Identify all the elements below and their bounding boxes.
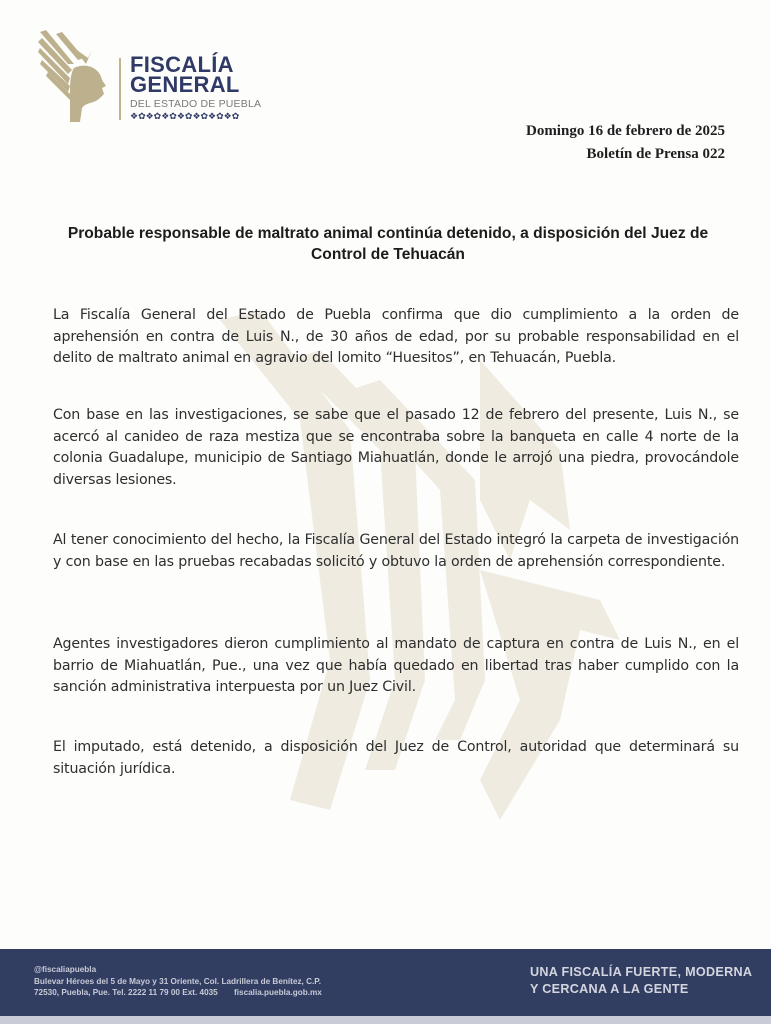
bulletin-number: Boletín de Prensa 022 [586, 146, 725, 162]
logo-divider [119, 58, 121, 120]
paragraph-3: Al tener conocimiento del hecho, la Fiscalía General del Estado integró la carpeta de investigación y con base en las pruebas recabadas solicitó y obtuvo la orden de aprehensión correspondiente. [53, 532, 739, 570]
footer-slogan [530, 964, 752, 998]
bulletin-meta [526, 120, 725, 166]
footer-bottom-edge [0, 1016, 771, 1024]
slogan-line-1: UNA FISCALÍA FUERTE, MODERNA [530, 965, 753, 979]
article-title: Probable responsable de maltrato animal continúa detenido, a disposición del Juez de Control de Tehuacán [67, 225, 709, 263]
bulletin-date: Domingo 16 de febrero de 2025 [525, 123, 725, 139]
paragraph-1: La Fiscalía General del Estado de Puebla confirma que dio cumplimiento a la orden de aprehensión en contra de Luis N., de 30 años de edad, por su probable responsabilidad en el delito de maltrato animal en agravio del lomito “Huesitos”, en Tehuacán, Puebla. [53, 307, 739, 366]
paragraph-2: Con base en las investigaciones, se sabe que el pasado 12 de febrero del presente, Luis N., se acercó al canideo de raza mestiza que se encontraba sobre la banqueta en calle 4 norte de la colonia Guadalupe, municipio de Santiago Miahuatlán, donde le arrojó una piedra, provocándole diversas lesiones. [53, 407, 739, 488]
website-link[interactable]: fiscalia.puebla.gob.mx [234, 988, 322, 997]
address-line-1: Bulevar Héroes del 5 de Mayo y 31 Oriente, Col. Ladrillera de Benítez, C.P. [34, 976, 321, 986]
decorative-pattern-icon: ❖✿❖✿❖✿❖✿❖✿❖✿❖✿ [130, 112, 240, 122]
fiscalia-logo [34, 28, 294, 124]
helmeted-head-emblem-icon [34, 28, 114, 124]
logo-line-estado: DEL ESTADO DE PUEBLA [130, 98, 262, 110]
footer-contact [34, 964, 322, 999]
footer-bar [0, 949, 771, 1016]
logo-line-fiscalia: FISCALÍA [130, 52, 234, 77]
address-line-2: 72530, Puebla, Pue. Tel. 2222 11 79 00 Ext. 4035 [34, 988, 218, 997]
slogan-line-2: Y CERCANA A LA GENTE [530, 982, 689, 996]
logo-line-general: GENERAL [130, 72, 240, 97]
paragraph-5: El imputado, está detenido, a disposición del Juez de Control, autoridad que determinará su situación jurídica. [53, 739, 739, 777]
paragraph-4: Agentes investigadores dieron cumplimiento al mandato de captura en contra de Luis N., en el barrio de Miahuatlán, Pue., una vez que había quedado en libertad tras haber cumplido con la sanción administrativa interpuesta por un Juez Civil. [53, 636, 739, 695]
social-handle[interactable]: @fiscaliapuebla [34, 965, 97, 974]
